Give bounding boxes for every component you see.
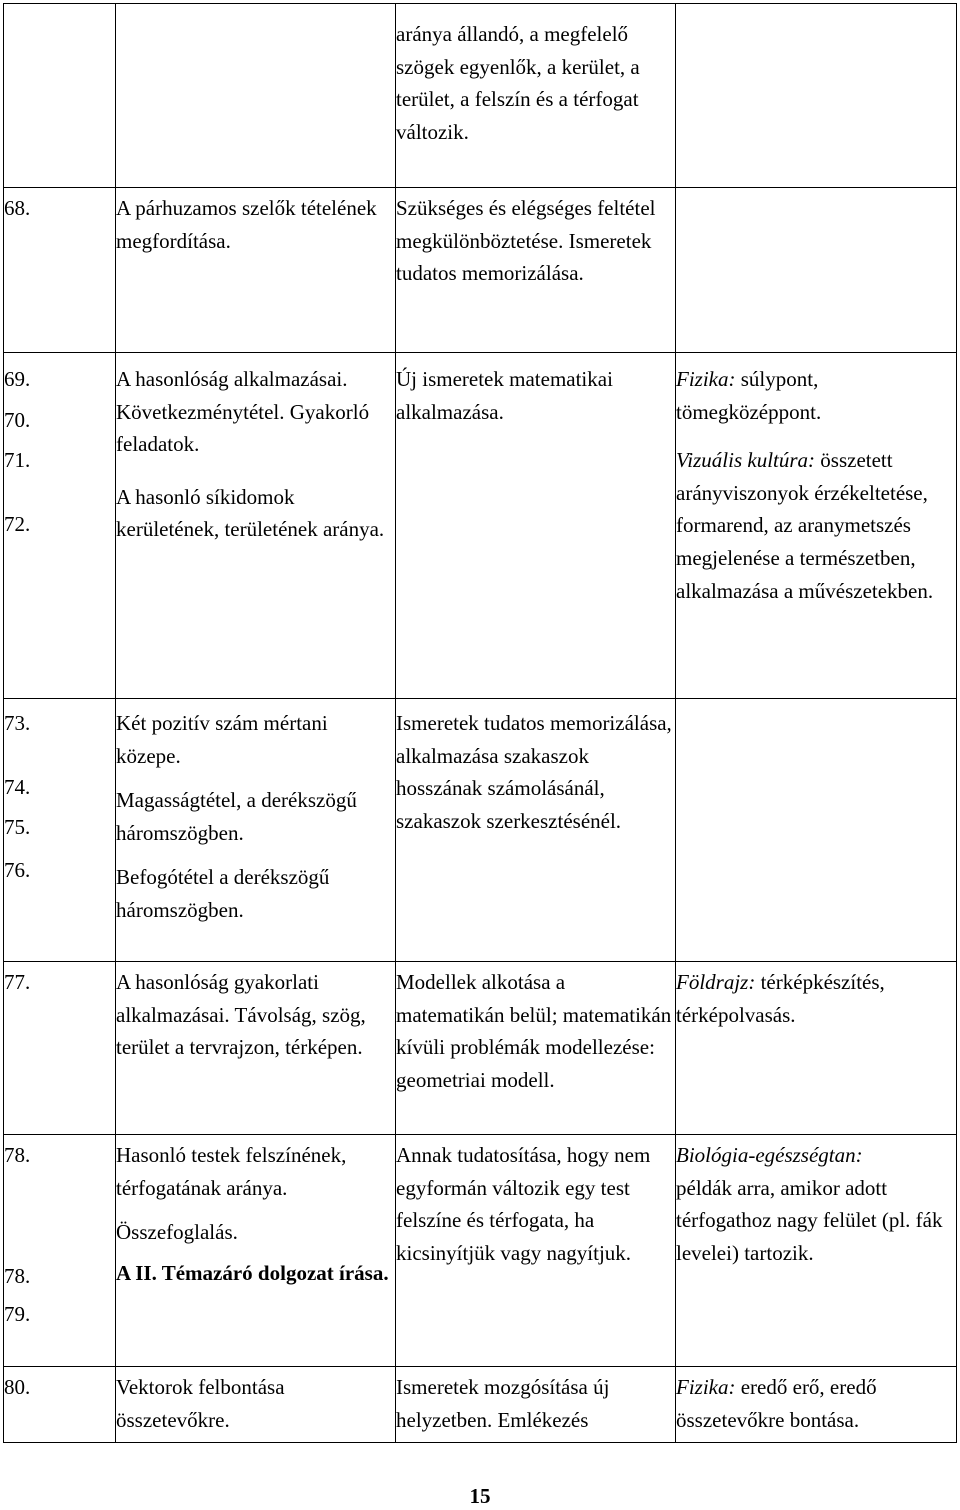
subject-label: Fizika: [676, 1375, 736, 1399]
table-row [4, 4, 957, 188]
connections-cell [676, 699, 957, 962]
skills-text: Modellek alkotása a matematikán belül; matematikán kívüli problémák modellezése: geometriai modell. [396, 970, 672, 1092]
topic-text: Összefoglalás. [116, 1220, 238, 1245]
skills-text: Szükséges és elégséges feltétel megkülönböztetése. Ismeretek tudatos memorizálása. [396, 196, 656, 286]
lesson-number-cell [4, 699, 116, 962]
connection-text: súlypont, tömegközéppont. [676, 367, 822, 424]
lesson-number: 75. [4, 815, 31, 840]
topic-text: A párhuzamos szelők tételének megfordítása. [116, 196, 377, 253]
subject-label: Biológia-egészségtan: [676, 1143, 863, 1167]
skills-cell [396, 962, 676, 1135]
skills-cell [396, 4, 676, 188]
topic-text: Befogótétel a derékszögű háromszögben. [116, 865, 330, 922]
connection-item [676, 444, 956, 607]
topic-cell [116, 4, 396, 188]
topic-cell [116, 188, 396, 353]
connections-cell [676, 1367, 957, 1443]
lesson-number-cell [4, 188, 116, 353]
skills-cell [396, 353, 676, 699]
topic-text: A II. Témazáró dolgozat írása. [116, 1260, 389, 1285]
connection-item [676, 363, 956, 428]
topic-text: A hasonló síkidomok kerületének, területének aránya. [116, 484, 385, 542]
lesson-number: 78. [4, 1263, 31, 1288]
skills-text: Új ismeretek matematikai alkalmazása. [396, 367, 613, 424]
topic-cell [116, 353, 396, 699]
skills-text: aránya állandó, a megfelelő szögek egyenlők, a kerület, a terület, a felszín és a térfogat változik. [396, 22, 640, 144]
curriculum-table [3, 3, 957, 1443]
subject-label: Fizika: [676, 367, 736, 391]
lesson-number-cell [4, 4, 116, 188]
topic-cell [116, 1367, 396, 1443]
lesson-number-cell [4, 1367, 116, 1443]
lesson-number: 70. [4, 407, 31, 432]
skills-cell [396, 188, 676, 353]
connections-cell [676, 4, 957, 188]
lesson-number: 68. [4, 196, 31, 220]
topic-text: A hasonlóság alkalmazásai. Következménytétel. Gyakorló feladatok. [116, 367, 370, 457]
lesson-number-cell [4, 962, 116, 1135]
lesson-number: 73. [4, 711, 31, 735]
lesson-number-cell [4, 1135, 116, 1367]
topic-cell [116, 699, 396, 962]
topic-text: Magasságtétel, a derékszögű háromszögben. [116, 788, 357, 845]
topic-text: Hasonló testek felszínének, térfogatának aránya. [116, 1143, 347, 1200]
connection-text: eredő erő, eredő összetevőkre bontása. [676, 1375, 877, 1432]
lesson-number: 74. [4, 774, 31, 799]
subject-label: Vizuális kultúra: [676, 448, 816, 473]
lesson-number: 76. [4, 857, 31, 882]
lesson-number-cell [4, 353, 116, 699]
table-row [4, 188, 957, 353]
skills-cell [396, 1367, 676, 1443]
connection-text: példák arra, amikor adott térfogathoz nagy felület (pl. fák levelei) tartozik. [676, 1175, 943, 1265]
connections-cell [676, 1135, 957, 1367]
connection-text: összetett arányviszonyok érzékeltetése, formarend, az aranymetszés megjelenése a természetben, alkalmazása a művészetekben. [676, 448, 934, 603]
subject-label: Földrajz: [676, 970, 756, 994]
page-number: 15 [469, 1484, 491, 1508]
skills-cell [396, 1135, 676, 1367]
lesson-number: 79. [4, 1302, 31, 1327]
lesson-number: 72. [4, 511, 31, 536]
skills-text: Ismeretek mozgósítása új helyzetben. Emlékezés [396, 1375, 610, 1432]
lesson-number: 80. [4, 1375, 31, 1399]
skills-text: Ismeretek tudatos memorizálása, alkalmazása szakaszok hosszának számolásánál, szakaszok szerkesztésénél. [396, 711, 672, 833]
topic-text: Két pozitív szám mértani közepe. [116, 711, 328, 768]
table-row [4, 699, 957, 962]
connections-cell [676, 962, 957, 1135]
connections-cell [676, 353, 957, 699]
skills-cell [396, 699, 676, 962]
lesson-number: 69. [4, 367, 31, 391]
table-row [4, 1367, 957, 1443]
lesson-number: 77. [4, 970, 31, 994]
connections-cell [676, 188, 957, 353]
lesson-number: 78. [4, 1143, 31, 1167]
connection-text: térképkészítés, térképolvasás. [676, 970, 885, 1027]
topic-text: Vektorok felbontása összetevőkre. [116, 1375, 285, 1432]
topic-cell [116, 1135, 396, 1367]
skills-text: Annak tudatosítása, hogy nem egyformán változik egy test felszíne és térfogata, ha kicsinyítjük vagy nagyítjuk. [396, 1143, 651, 1265]
topic-text: A hasonlóság gyakorlati alkalmazásai. Távolság, szög, terület a tervrajzon, térképen. [116, 970, 366, 1060]
table-row [4, 353, 957, 699]
table-row [4, 1135, 957, 1367]
table-row [4, 962, 957, 1135]
topic-cell [116, 962, 396, 1135]
lesson-number: 71. [4, 448, 31, 473]
